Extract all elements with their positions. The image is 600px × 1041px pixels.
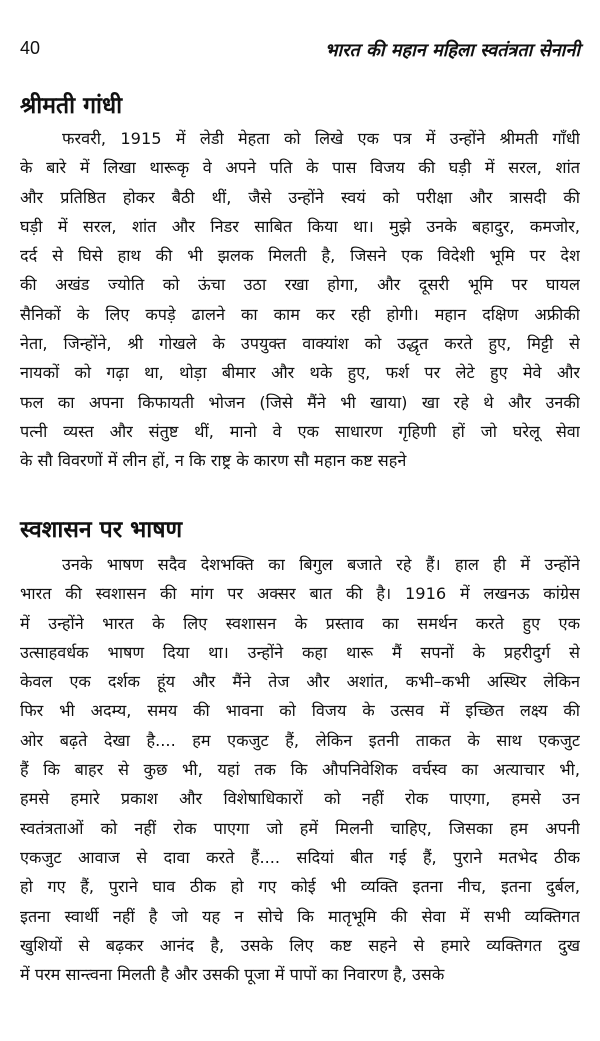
text-line: भारत की स्वशासन की मांग पर अक्सर बात की है। 1916 में लखनऊ कांग्रेस [20, 584, 580, 604]
text-line: फल का अपना किफायती भोजन (जिसे मैंने भी खाया) खा रहे थे और उनकी [20, 392, 580, 412]
text-line: के बारे में लिखा थारूकृ वे अपने पति के पास विजय की घड़ी में सरल, शांत [20, 158, 580, 178]
text-line: सैनिकों के लिए कपड़े ढालने का काम कर रही होगी। महान दक्षिण अफ्रीकी [20, 304, 580, 324]
text-line: फरवरी, 1915 में लेडी मेहता को लिखे एक पत्र में उन्होंने श्रीमती गाँधी [62, 129, 580, 148]
text-line: उनके भाषण सदैव देशभक्ति का बिगुल बजाते रहे हैं। हाल ही में उन्होंने [62, 555, 580, 574]
section-heading-swashasan-par-bhashan: स्वशासन पर भाषण [20, 517, 183, 543]
text-line: एकजुट आवाज से दावा करते हैं.... सदियां बीत गई हैं, पुराने मतभेद ठीक [20, 847, 580, 867]
text-line: और प्रतिष्ठित होकर बैठी थीं, जैसे उन्होंने स्वयं को परीक्षा और त्रासदी की [20, 187, 580, 207]
section-heading-shrimati-gandhi: श्रीमती गांधी [20, 93, 123, 119]
text-line: हैं कि बाहर से कुछ भी, यहां तक कि औपनिवेशिक वर्चस्व का अत्याचार भी, [20, 760, 580, 780]
text-line: हो गए हैं, पुराने घाव ठीक हो गए कोई भी व्यक्ति इतना नीच, इतना दुर्बल, [20, 877, 580, 897]
page-number: 40 [20, 38, 41, 58]
text-line: खुशियों से बढ़कर आनंद है, उसके लिए कष्ट सहने से हमारे व्यक्तिगत दुख [20, 935, 580, 955]
text-line: में परम सान्त्वना मिलती है और उसकी पूजा में पापों का निवारण है, उसके [20, 965, 445, 985]
text-line: ओर बढ़ते देखा है.... हम एकजुट हैं, लेकिन इतनी ताकत के साथ एकजुट [20, 730, 580, 750]
text-line: दर्द से घिसे हाथ की भी झलक मिलती है, जिसने एक विदेशी भूमि पर देश [20, 246, 580, 266]
text-line: इतना स्वार्थी नहीं है जो यह न सोचे कि मातृभूमि की सेवा में सभी व्यक्तिगत [20, 906, 580, 926]
page-header [20, 38, 580, 68]
text-line: नायकों को गढ़ा था, थोड़ा बीमार और थके हुए, फर्श पर लेटे हुए मेवे और [20, 363, 580, 383]
text-line: के सौ विवरणों में लीन हों, न कि राष्ट्र के कारण सौ महान कष्ट सहने [20, 451, 407, 471]
text-line: घड़ी में सरल, शांत और निडर साबित किया था। मुझे उनके बहादुर, कमजोर, [20, 216, 580, 236]
text-line: पत्नी व्यस्त और संतुष्ट थीं, मानो वे एक साधारण गृहिणी हों जो घरेलू सेवा [20, 421, 580, 441]
running-title: भारत की महान महिला स्वतंत्रता सेनानी [324, 40, 580, 61]
text-line: में उन्होंने भारत के लिए स्वशासन के प्रस्ताव का समर्थन करते हुए एक [20, 613, 580, 633]
text-line: नेता, जिन्होंने, श्री गोखले के उपयुक्त वाक्यांश को उद्धृत करते हुए, मिट्टी से [20, 334, 580, 354]
text-line: केवल एक दर्शक हूंय और मैंने तेज और अशांत, कभी–कभी अस्थिर लेकिन [20, 672, 580, 692]
text-line: फिर भी अदम्य, समय की भावना को विजय के उत्सव में इच्छित लक्ष्य की [20, 701, 580, 721]
text-line: हमसे हमारे प्रकाश और विशेषाधिकारों को नहीं रोक पाएगा, हमसे उन [20, 789, 580, 809]
text-line: की अखंड ज्योति को ऊंचा उठा रखा होगा, और दूसरी भूमि पर घायल [20, 275, 580, 295]
paragraph-shrimati-gandhi [20, 124, 580, 476]
text-line: स्वतंत्रताओं को नहीं रोक पाएगा जो हमें मिलनी चाहिए, जिसका हम अपनी [20, 818, 580, 838]
text-line: उत्साहवर्धक भाषण दिया था। उन्होंने कहा थारू मैं सपनों के प्रहरीदुर्ग से [20, 642, 580, 662]
paragraph-swashasan-par-bhashan [20, 550, 580, 989]
